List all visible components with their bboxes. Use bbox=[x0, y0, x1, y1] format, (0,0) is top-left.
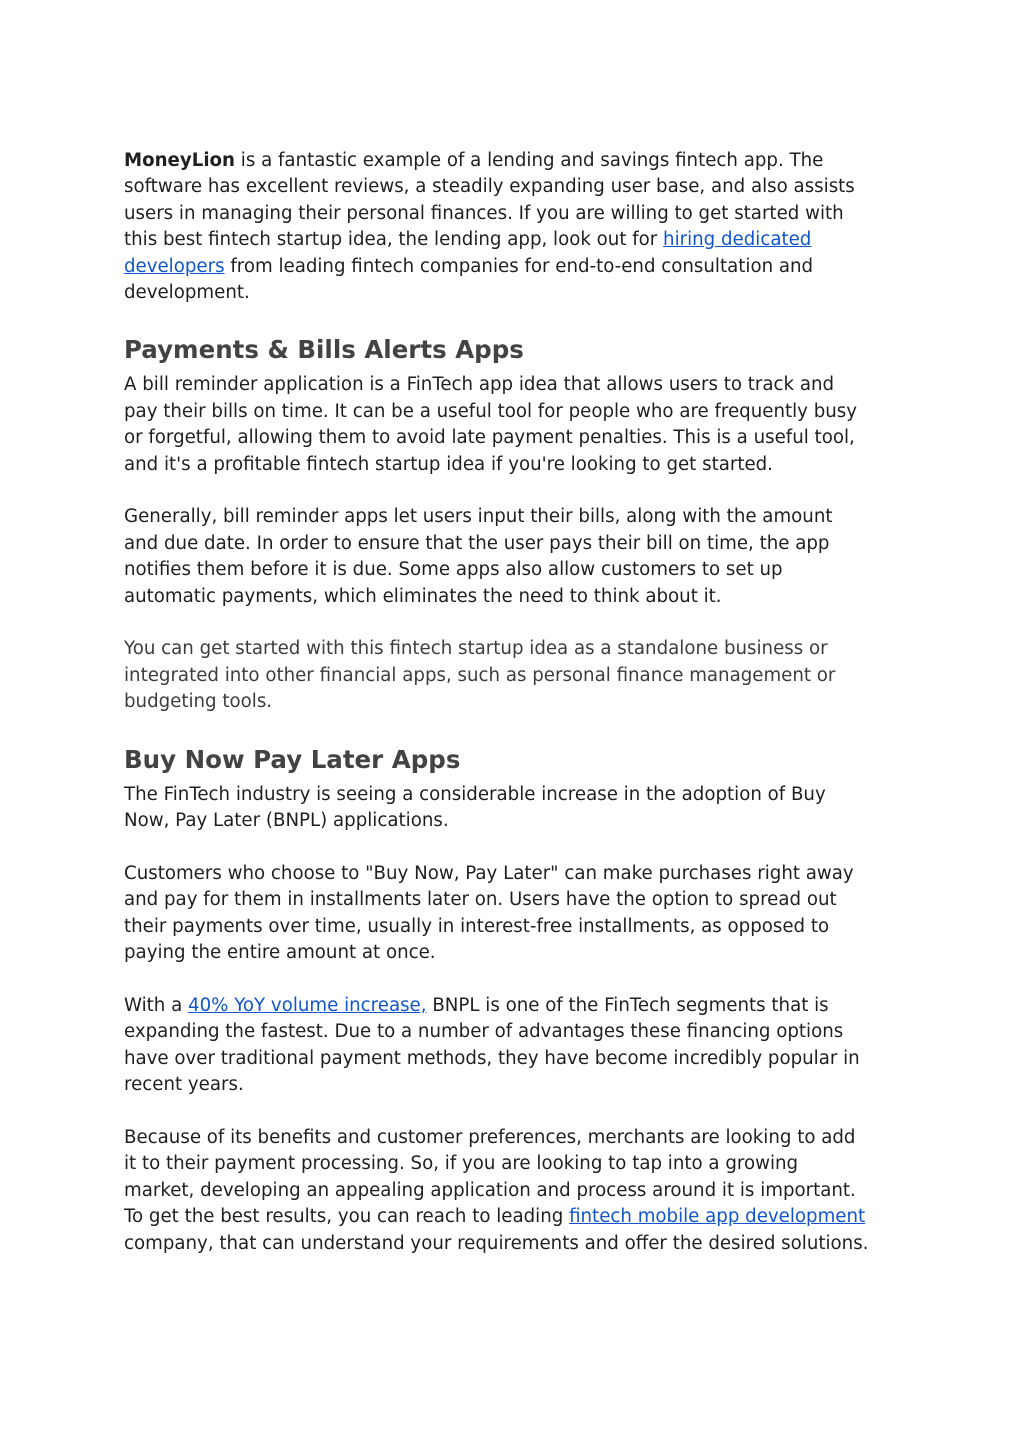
brand-name: MoneyLion bbox=[124, 150, 235, 171]
payments-paragraph-3: You can get started with this fintech startup idea as a standalone business or integrated into other financial apps, such as personal finance management or budgeting tools. bbox=[124, 638, 836, 713]
bnpl-paragraph-3: With a 40% YoY volume increase, BNPL is one of the FinTech segments that is expanding the fastest. Due to a number of advantages these financing options have over traditional payment methods, they have become incredibly popular in recent years. bbox=[124, 994, 860, 1096]
payments-paragraph-2: Generally, bill reminder apps let users input their bills, along with the amount and due date. In order to ensure that the user pays their bill on time, the app notifies them before it is due. Some apps also allow customers to set up automatic payments, which eliminates the need to think about it. bbox=[124, 506, 833, 607]
intro-line-4: this best fintech startup idea, the lending app, look out for hiring dedicated bbox=[124, 229, 812, 251]
bnpl-paragraph-4: Because of its benefits and customer preferences, merchants are looking to add it to their payment processing. So, if you are looking to tap into a growing market, developing an appealing application and process around it is important. To get the best results, you can reach to leading fintech mobile app development company, that can understand your requirements and offer the desired solutions. bbox=[124, 1126, 869, 1254]
hiring-developers-link-continued[interactable]: developers bbox=[124, 255, 225, 277]
document-page bbox=[124, 148, 904, 1257]
bnpl-heading: Buy Now Pay Later Apps bbox=[124, 744, 461, 774]
bnpl-paragraph-2: Customers who choose to "Buy Now, Pay Later" can make purchases right away and pay for them in installments later on. Users have the option to spread out their payments over time, usually in interest-free installments, as opposed to paying the entire amount at once. bbox=[124, 862, 854, 964]
intro-line-3: users in managing their personal finances. If you are willing to get started with bbox=[124, 202, 844, 224]
payments-heading: Payments & Bills Alerts Apps bbox=[124, 335, 524, 365]
intro-line-2: software has excellent reviews, a steadily expanding user base, and also assists bbox=[124, 176, 855, 198]
yoy-volume-link[interactable]: 40% YoY volume increase, bbox=[188, 994, 427, 1016]
bnpl-paragraph-1: The FinTech industry is seeing a considerable increase in the adoption of Buy Now, Pay Later (BNPL) applications. bbox=[124, 783, 826, 832]
fintech-app-development-link[interactable]: fintech mobile app development bbox=[569, 1206, 866, 1228]
payments-paragraph-1: A bill reminder application is a FinTech app idea that allows users to track and pay their bills on time. It can be a useful tool for people who are frequently busy or forgetful, allowing them to avoid late payment penalties. This is a useful tool, and it's a profitable fintech startup idea if you're looking to get started. bbox=[124, 374, 858, 475]
intro-line-1: MoneyLion is a fantastic example of a lending and savings fintech app. The bbox=[124, 150, 824, 171]
intro-line-6: development. bbox=[124, 282, 250, 304]
hiring-developers-link[interactable]: hiring dedicated bbox=[663, 229, 812, 251]
intro-line-5: developers from leading fintech companies for end-to-end consultation and bbox=[124, 255, 814, 277]
intro-paragraph bbox=[124, 148, 904, 306]
